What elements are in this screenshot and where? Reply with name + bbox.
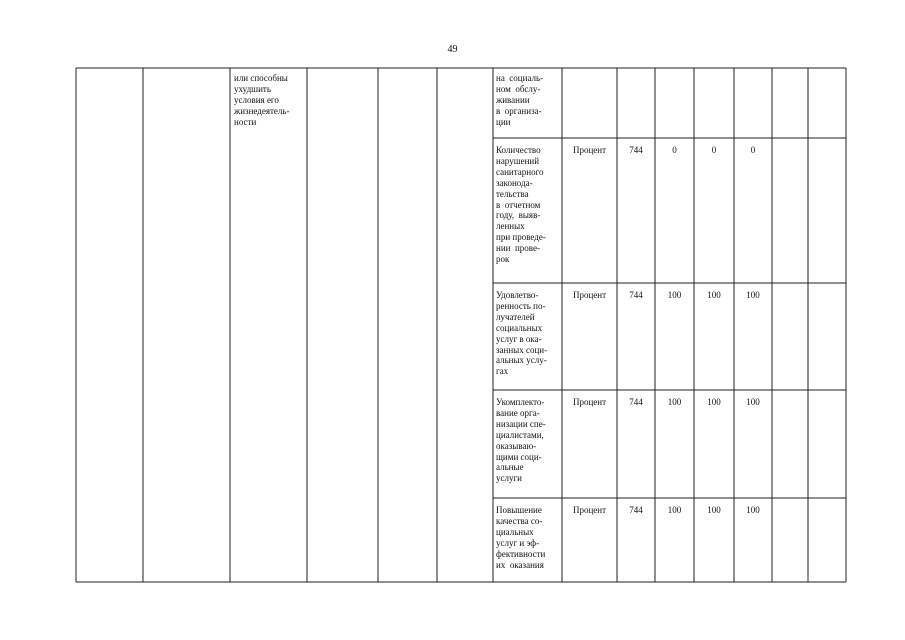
code-cell: 744: [629, 505, 643, 515]
value-cell: 100: [707, 397, 721, 407]
value-cell: 100: [746, 290, 760, 300]
indicator-cell: Повышение качества со- циальных услуг и эф- фективности их оказания: [496, 505, 546, 570]
value-cell: 0: [750, 145, 756, 155]
unit-cell: Процент: [572, 505, 607, 515]
code-cell: 744: [629, 397, 643, 407]
indicator-cell: Удовлетво- ренность по- лучателей социальных услуг в ока- занных соци- альных услу- гах: [496, 290, 548, 377]
value-cell: 100: [667, 397, 682, 407]
indicator-cell: Укомплекто- вание орга- низации спе- циалистами, оказываю- щими соци- альные услуги: [496, 397, 546, 484]
unit-cell: Процент: [572, 145, 607, 155]
value-cell: 0: [672, 145, 677, 155]
value-cell: 100: [707, 290, 721, 300]
column3-text: или способны ухудшить условия его жизнедеятель- ности: [234, 73, 290, 127]
value-cell: 100: [746, 397, 760, 407]
unit-cell: Процент: [572, 290, 607, 300]
unit-cell: Процент: [572, 397, 607, 407]
page-number: 49: [447, 44, 458, 55]
value-cell: 0: [711, 145, 717, 155]
code-cell: 744: [629, 145, 643, 155]
value-cell: 100: [667, 290, 682, 300]
indicator-cell: на социаль- ном обслу- живании в организа- ции: [496, 73, 544, 127]
value-cell: 100: [746, 505, 760, 515]
value-cell: 100: [667, 505, 682, 515]
indicator-cell: Количество нарушений санитарного законода- тельства в отчетном году, выяв- ленных при проведе- нии прове- рок: [496, 145, 546, 265]
code-cell: 744: [629, 290, 643, 300]
value-cell: 100: [707, 505, 721, 515]
